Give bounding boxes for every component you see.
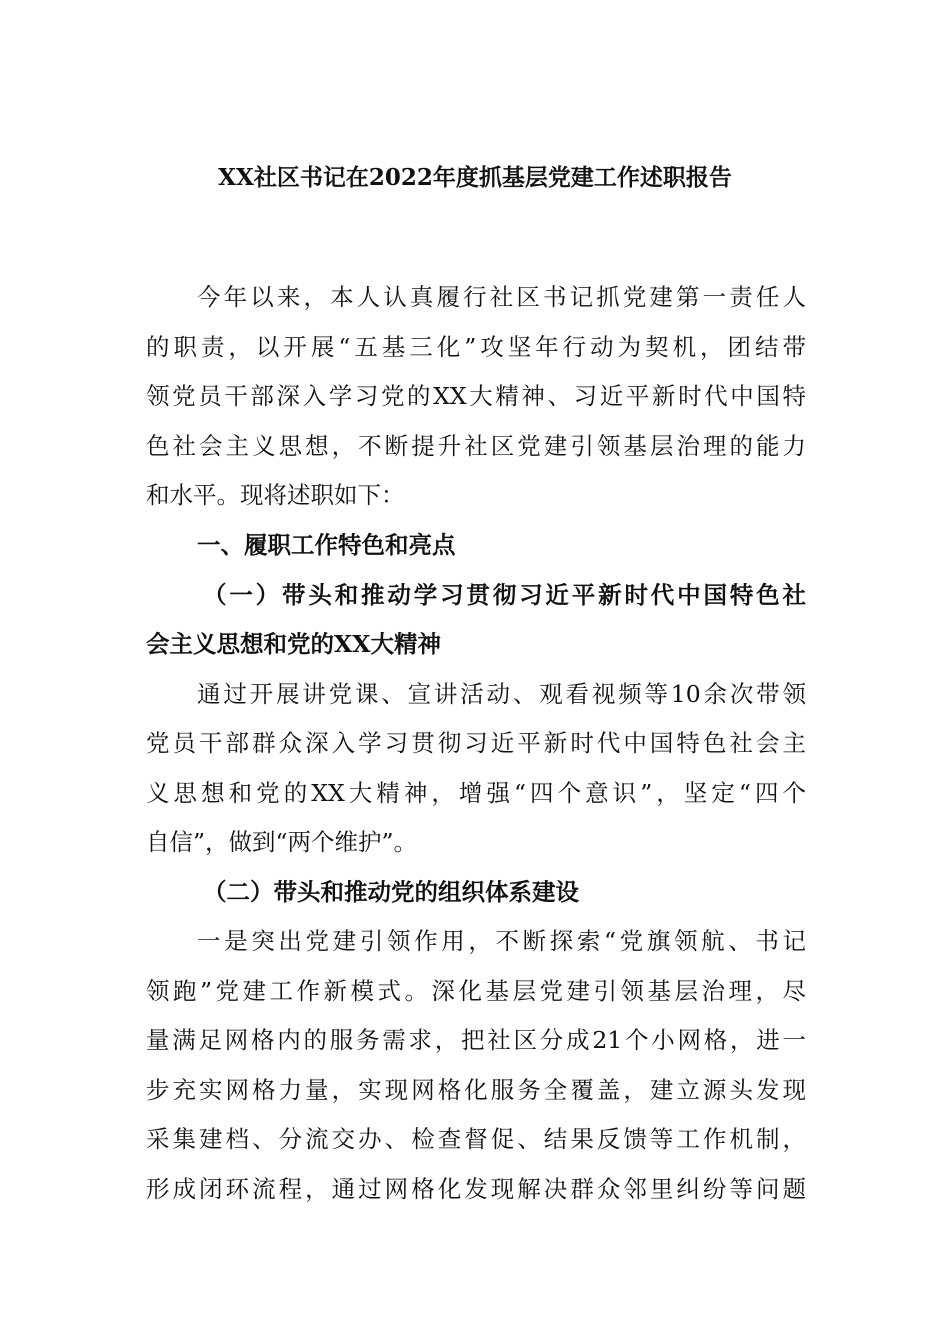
paragraph-line: 色社会主义思想，不断提升社区党建引领基层治理的能力: [146, 432, 806, 460]
paragraph-line: 领党员干部深入学习党的XX大精神、习近平新时代中国特: [146, 382, 806, 410]
paragraph-line: 今年以来，本人认真履行社区书记抓党建第一责任人: [197, 283, 806, 311]
paragraph-line: 义思想和党的XX大精神，增强“四个意识”，坚定“四个: [146, 779, 806, 807]
paragraph-line: 的职责，以开展“五基三化”攻坚年行动为契机，团结带: [146, 333, 806, 361]
paragraph-line: 形成闭环流程，通过网格化发现解决群众邻里纠纷等问题: [146, 1175, 806, 1203]
paragraph-line: 采集建档、分流交办、检查督促、结果反馈等工作机制，: [146, 1125, 806, 1153]
subsection-heading: 会主义思想和党的XX大精神: [146, 630, 441, 658]
paragraph-line: 党员干部群众深入学习贯彻习近平新时代中国特色社会主: [146, 729, 806, 757]
paragraph-line: 步充实网格力量，实现网格化服务全覆盖，建立源头发现: [146, 1076, 806, 1104]
paragraph-line: 和水平。现将述职如下：: [146, 481, 405, 509]
subsection-heading: （二）带头和推动党的组织体系建设: [203, 878, 579, 906]
paragraph-line: 领跑”党建工作新模式。深化基层党建引领基层治理，尽: [146, 977, 806, 1005]
paragraph-line: 量满足网格内的服务需求，把社区分成21个小网格，进一: [146, 1026, 806, 1054]
paragraph-line: 一是突出党建引领作用，不断探索“党旗领航、书记: [197, 927, 806, 955]
document-title: XX社区书记在2022年度抓基层党建工作述职报告: [218, 164, 732, 191]
paragraph-line: 自信”，做到“两个维护”。: [146, 828, 418, 856]
paragraph-line: 通过开展讲党课、宣讲活动、观看视频等10余次带领: [197, 680, 806, 708]
section-heading: 一、履职工作特色和亮点: [197, 531, 456, 559]
subsection-heading: （一）带头和推动学习贯彻习近平新时代中国特色社: [203, 581, 806, 609]
